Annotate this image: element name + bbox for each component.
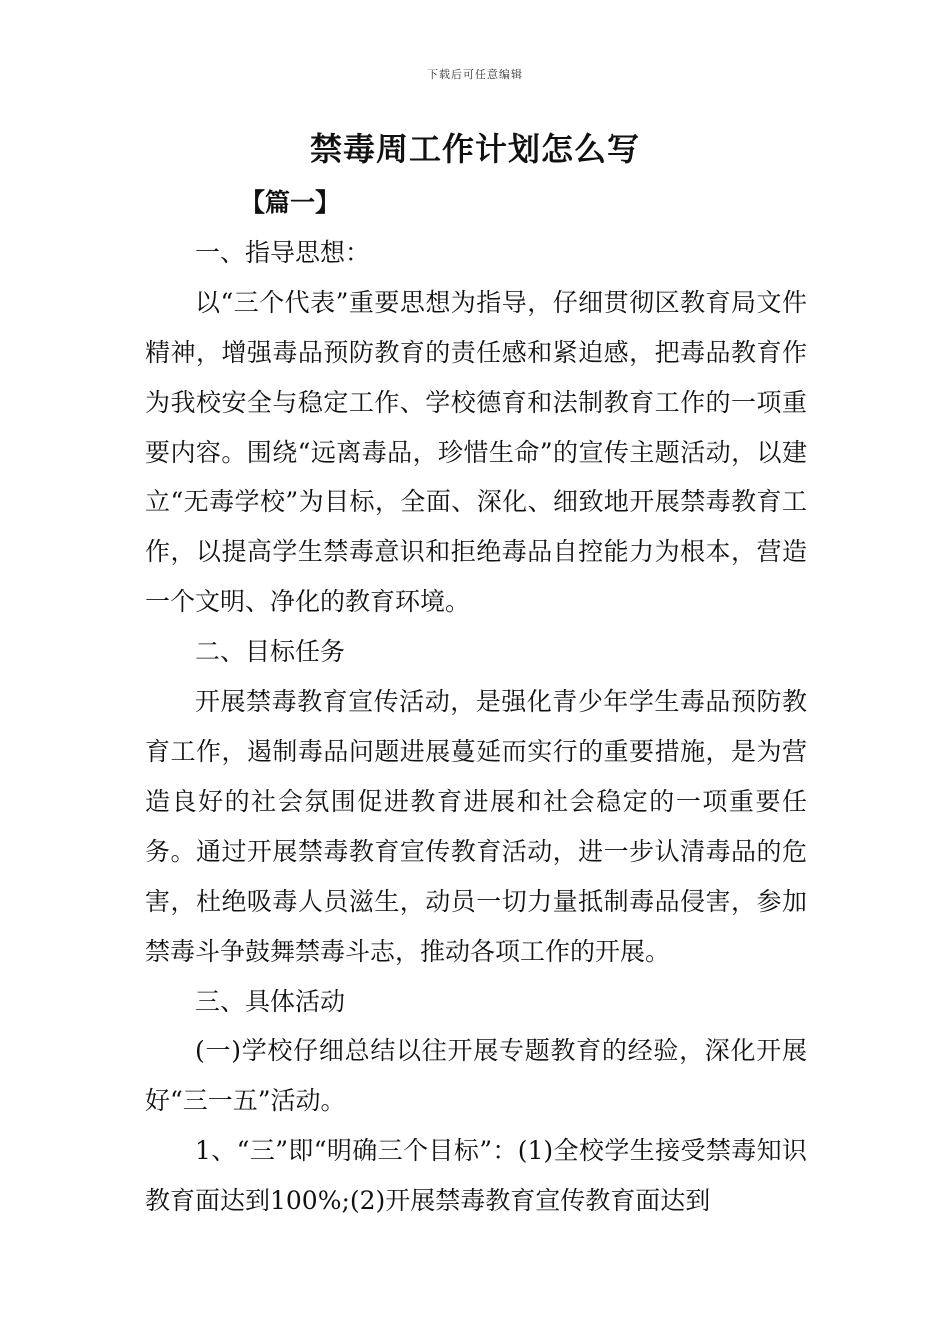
document-title: 禁毒周工作计划怎么写: [309, 130, 640, 168]
document-body: [145, 178, 807, 1226]
paragraph-activity-1: (一)学校仔细总结以往开展专题教育的经验，深化开展好“三一五”活动。: [145, 1036, 807, 1116]
paragraph-goals: 开展禁毒教育宣传活动，是强化青少年学生毒品预防教育工作，遏制毒品问题进展蔓延而实行的重要措施，是为营造良好的社会氛围促进教育进展和社会稳定的一项重要任务。通过开展禁毒教育宣传教育活动，进一步认清毒品的危害，杜绝吸毒人员滋生，动员一切力量抵制毒品侵害，参加禁毒斗争鼓舞禁毒斗志，推动各项工作的开展。: [145, 687, 807, 966]
heading-activities: 三、具体活动: [195, 986, 346, 1016]
heading-goals: 二、目标任务: [195, 637, 346, 667]
heading-guiding-thought: 一、指导思想：: [195, 237, 371, 267]
paragraph-guiding-thought: 以“三个代表”重要思想为指导，仔细贯彻区教育局文件精神，增强毒品预防教育的责任感和紧迫感，把毒品教育作为我校安全与稳定工作、学校德育和法制教育工作的一项重要内容。围绕“远离毒品，珍惜生命”的宣传主题活动，以建立“无毒学校”为目标，全面、深化、细致地开展禁毒教育工作，以提高学生禁毒意识和拒绝毒品自控能力为根本，营造一个文明、净化的教育环境。: [145, 287, 807, 617]
section-label: 【篇一】: [240, 188, 341, 217]
paragraph-activity-2: 1、“三”即“明确三个目标”：(1)全校学生接受禁毒知识教育面达到100%;(2)开展禁毒教育宣传教育面达到: [145, 1136, 807, 1216]
header-note: 下载后可任意编辑: [427, 68, 523, 81]
